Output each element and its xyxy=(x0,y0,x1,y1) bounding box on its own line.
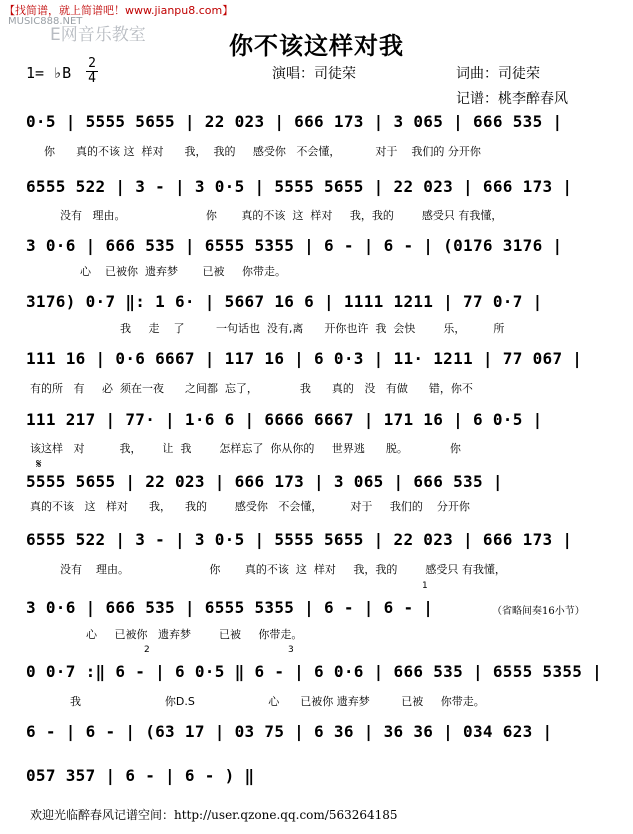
notation-line: 6555 522 | 3 - | 3 0·5 | 5555 5655 | 22 023 | 666 173 | xyxy=(26,530,573,549)
staff-6 xyxy=(26,410,611,432)
staff-7 xyxy=(26,472,611,494)
interlude-note: （省略间奏16小节） xyxy=(492,606,585,617)
notation-line: 5555 5655 | 22 023 | 666 173 | 3 065 | 666 535 | xyxy=(26,472,503,491)
notation-line: 0·5 | 5555 5655 | 22 023 | 666 173 | 3 065 | 666 535 | xyxy=(26,112,563,131)
lyric-line-4: 我 走 了 一句话也 没有,离 开你也许 我 会快 乐， 所 xyxy=(120,322,505,335)
staff-12 xyxy=(26,766,611,788)
time-signature xyxy=(86,58,98,85)
staff-10 xyxy=(26,662,611,684)
lyric-line-5: 有的所 有 必 须在一夜 之间都 忘了， 我 真的 没 有做 错，你不 xyxy=(30,382,473,395)
notation-line: 3 0·6 | 666 535 | 6555 5355 | 6 - | 6 - | (0176 3176 | xyxy=(26,236,563,255)
notation-line: 6555 522 | 3 - | 3 0·5 | 5555 5655 | 22 023 | 666 173 | xyxy=(26,177,573,196)
staff-11 xyxy=(26,722,611,744)
staff-8 xyxy=(26,530,611,552)
volta-3-label: 3 xyxy=(288,645,294,655)
staff-1 xyxy=(26,112,611,134)
notation-line: 3 0·6 | 666 535 | 6555 5355 | 6 - | 6 - | xyxy=(26,598,434,617)
staff-4 xyxy=(26,292,611,314)
notation-line: 111 217 | 77· | 1·6 6 | 6666 6667 | 171 16 | 6 0·5 | xyxy=(26,410,543,429)
lyric-line-2: 没有 理由。 你 真的不该 这 样对 我，我的 感受只 有我懂， xyxy=(60,209,503,222)
lyric-line-8: 没有 理由。 你 真的不该 这 样对 我，我的 感受只 有我懂， xyxy=(60,563,506,576)
notation-line: 057 357 | 6 - | 6 - ) ‖ xyxy=(26,766,255,785)
singer-credit: 演唱：司徒荣 xyxy=(272,66,356,82)
segno-sign: 𝄋 xyxy=(36,457,42,472)
volta-1-label: 1 xyxy=(422,581,428,591)
footer-link[interactable]: 欢迎光临醉春风记谱空间：http://user.qzone.qq.com/563264185 xyxy=(30,808,398,822)
notation-line: 3176) 0·7 ‖: 1 6· | 5667 16 6 | 1111 1211 | 77 0·7 | xyxy=(26,292,543,311)
lyric-line-10: 我 你D.S 心 已被你 遗弃梦 已被 你带走。 xyxy=(70,695,485,708)
notation-line: 0 0·7 :‖ 6 - | 6 0·5 ‖ 6 - | 6 0·6 | 666 535 | 6555 5355 | xyxy=(26,662,603,681)
site-banner[interactable]: 【找简谱，就上简谱吧！www.jianpu8.com】 xyxy=(4,4,234,17)
time-signature-top: 2 xyxy=(88,56,96,71)
lyric-line-9: 心 已被你 遗弃梦 已被 你带走。 xyxy=(86,628,303,641)
transcriber-credit: 记谱：桃李醉春风 xyxy=(456,91,568,107)
key-signature: 1= ♭B xyxy=(26,64,72,82)
song-title: 你不该这样对我 xyxy=(229,31,404,60)
lyric-line-1: 你 真的不该 这 样对 我， 我的 感受你 不会懂， 对于 我们的 分开你 xyxy=(44,145,481,158)
staff-5 xyxy=(26,349,611,371)
watermark-logo: MUSIC888.NET xyxy=(8,16,83,27)
staff-3 xyxy=(26,236,611,258)
composer-credit: 词曲：司徒荣 xyxy=(456,66,540,82)
lyric-line-6: 该这样 对 我， 让 我 怎样忘了 你从你的 世界逃 脱。 你 xyxy=(30,442,461,455)
staff-2 xyxy=(26,177,611,199)
notation-line: 111 16 | 0·6 6667 | 117 16 | 6 0·3 | 11· 1211 | 77 067 | xyxy=(26,349,583,368)
lyric-line-7: 真的不该 这 样对 我， 我的 感受你 不会懂， 对于 我们的 分开你 xyxy=(30,500,470,513)
watermark-text: E网音乐教室 xyxy=(50,25,146,45)
lyric-line-3: 心 已被你 遗弃梦 已被 你带走。 xyxy=(80,265,286,278)
volta-2-label: 2 xyxy=(144,645,150,655)
time-signature-bottom: 4 xyxy=(88,71,96,86)
notation-line: 6 - | 6 - | (63 17 | 03 75 | 6 36 | 36 36 | 034 623 | xyxy=(26,722,553,741)
